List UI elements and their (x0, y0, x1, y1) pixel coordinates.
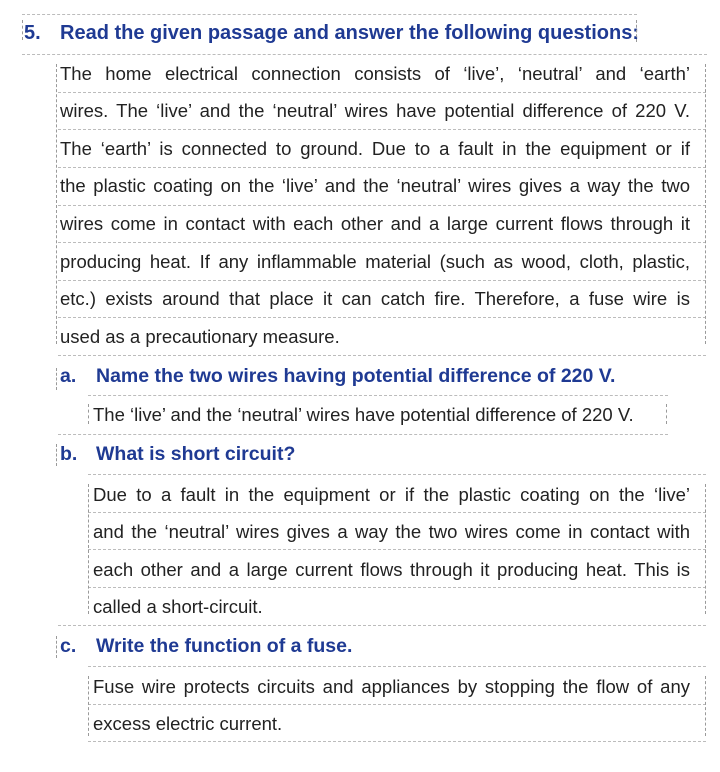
sub-question-label: b. (60, 443, 78, 465)
dashed-rule (58, 317, 706, 318)
passage-line: the plastic coating on the ‘live’ and the ‘neutral’ wires gives a way the two (60, 175, 690, 196)
dashed-rule (705, 64, 706, 344)
dashed-rule (56, 368, 57, 390)
answer-line: excess electric current. (93, 713, 283, 734)
dashed-rule (705, 676, 706, 736)
sub-question-text: What is short circuit? (96, 443, 296, 465)
dashed-rule (88, 676, 89, 736)
dashed-rule (88, 666, 706, 667)
passage-line: wires come in contact with each other and a large current flows through it (60, 213, 690, 234)
sub-question-text: Write the function of a fuse. (96, 635, 353, 657)
dashed-rule (22, 14, 637, 15)
dashed-rule (88, 704, 706, 705)
question-heading (24, 20, 639, 46)
dashed-rule (666, 404, 667, 424)
passage-line: wires. The ‘live’ and the ‘neutral’ wires have potential difference of 220 V. (60, 100, 690, 121)
dashed-rule (22, 20, 23, 40)
passage-line: The home electrical connection consists of ‘live’, ‘neutral’ and ‘earth’ (60, 63, 690, 84)
answer-line: Due to a fault in the equipment or if the plastic coating on the ‘live’ (93, 484, 690, 505)
dashed-rule (58, 205, 706, 206)
sub-question-label: a. (60, 365, 77, 387)
dashed-rule (58, 355, 706, 356)
question-title: Read the given passage and answer the following questions: (60, 22, 639, 44)
answer-line: Fuse wire protects circuits and appliances by stopping the flow of any (93, 676, 690, 697)
dashed-rule (88, 587, 706, 588)
passage-line: producing heat. If any inflammable material (such as wood, cloth, plastic, (60, 251, 690, 272)
passage-line: used as a precautionary measure. (60, 326, 340, 347)
answer-line: and the ‘neutral’ wires gives a way the two wires come in contact with (93, 521, 690, 542)
answer-a: The ‘live’ and the ‘neutral’ wires have potential difference of 220 V. (93, 404, 634, 425)
dashed-rule (88, 474, 706, 475)
dashed-rule (22, 54, 707, 55)
dashed-rule (58, 92, 706, 93)
dashed-rule (58, 280, 706, 281)
answer-line: called a short-circuit. (93, 596, 263, 617)
dashed-rule (705, 484, 706, 614)
dashed-rule (88, 484, 89, 614)
dashed-rule (88, 395, 668, 396)
answer-line: each other and a large current flows through it producing heat. This is (93, 559, 690, 580)
dashed-rule (636, 20, 637, 42)
dashed-rule (56, 444, 57, 466)
dashed-rule (58, 242, 706, 243)
sub-question-text: Name the two wires having potential difference of 220 V. (96, 365, 616, 387)
passage-line: The ‘earth’ is connected to ground. Due to a fault in the equipment or if (60, 138, 690, 159)
sub-question-c (60, 633, 352, 659)
dashed-rule (88, 404, 89, 424)
dashed-rule (88, 549, 706, 550)
dashed-rule (88, 512, 706, 513)
sub-question-a (60, 363, 615, 389)
passage-line: etc.) exists around that place it can catch fire. Therefore, a fuse wire is (60, 288, 690, 309)
dashed-rule (58, 625, 706, 626)
dashed-rule (88, 741, 706, 742)
dashed-rule (56, 64, 57, 344)
dashed-rule (58, 129, 706, 130)
sub-question-b (60, 441, 295, 467)
dashed-rule (58, 434, 668, 435)
question-number: 5. (24, 22, 41, 44)
dashed-rule (58, 167, 706, 168)
dashed-rule (56, 636, 57, 658)
sub-question-label: c. (60, 635, 77, 657)
